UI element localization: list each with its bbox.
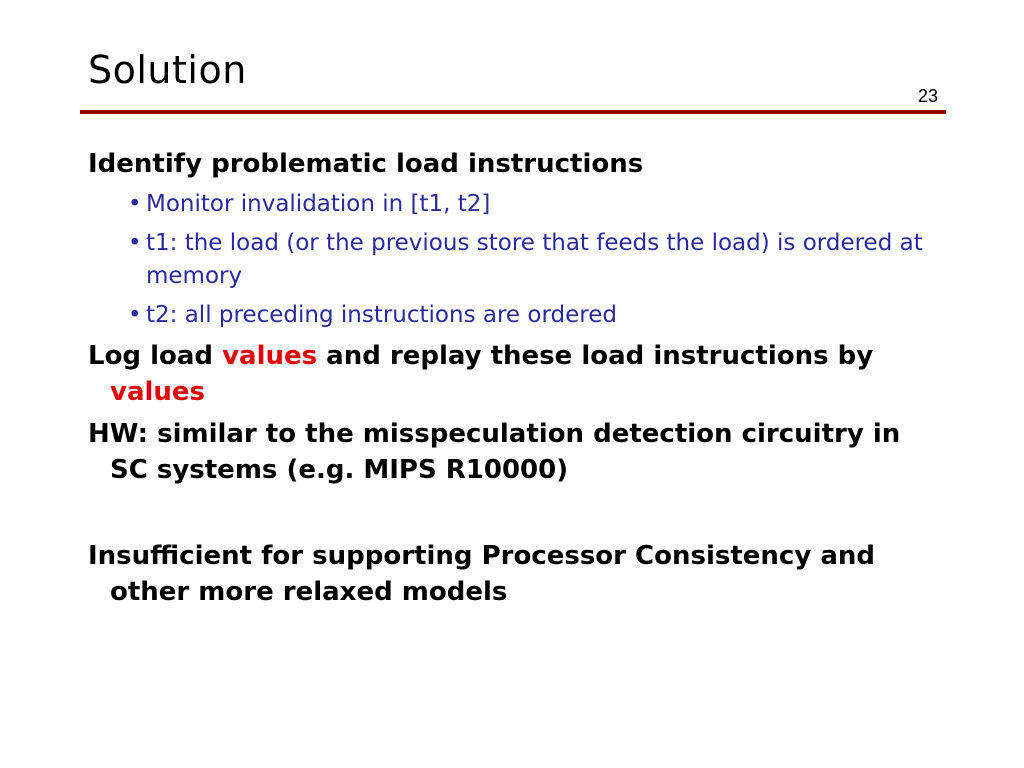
bullet-insufficient: Insufficient for supporting Processor Consistency and other more relaxed models: [88, 541, 876, 607]
sub-bullet-text: t1: the load (or the previous store that feeds the load) is ordered at memory: [146, 230, 923, 289]
slide-number: 23: [917, 86, 938, 106]
bullet-text: Log load: [88, 341, 223, 371]
bullet-hw: HW: similar to the misspeculation detection circuitry in SC systems (e.g. MIPS R10000): [88, 419, 901, 485]
bullet-dot-icon: •: [128, 230, 142, 256]
spacer: [88, 494, 938, 538]
highlight-values: values: [110, 377, 206, 407]
title-divider: [80, 110, 946, 114]
bullet-dot-icon: •: [128, 191, 142, 217]
bullet-identify-loads: Identify problematic load instructions: [88, 149, 644, 179]
sub-bullet-text: Monitor invalidation in [t1, t2]: [146, 191, 491, 217]
sub-bullet-text: t2: all preceding instructions are ordered: [146, 302, 617, 328]
slide-content: [88, 146, 938, 616]
bullet-log-values: [88, 338, 938, 410]
sub-bullet-t1: [88, 227, 938, 293]
sub-bullet-list: [88, 188, 938, 332]
highlight-values: values: [222, 341, 318, 371]
slide-title: Solution: [88, 48, 247, 92]
bullet-dot-icon: •: [128, 302, 142, 328]
sub-bullet-t2: [88, 299, 938, 332]
sub-bullet-monitor: [88, 188, 938, 221]
bullet-text: and replay these load instructions by: [317, 341, 874, 371]
